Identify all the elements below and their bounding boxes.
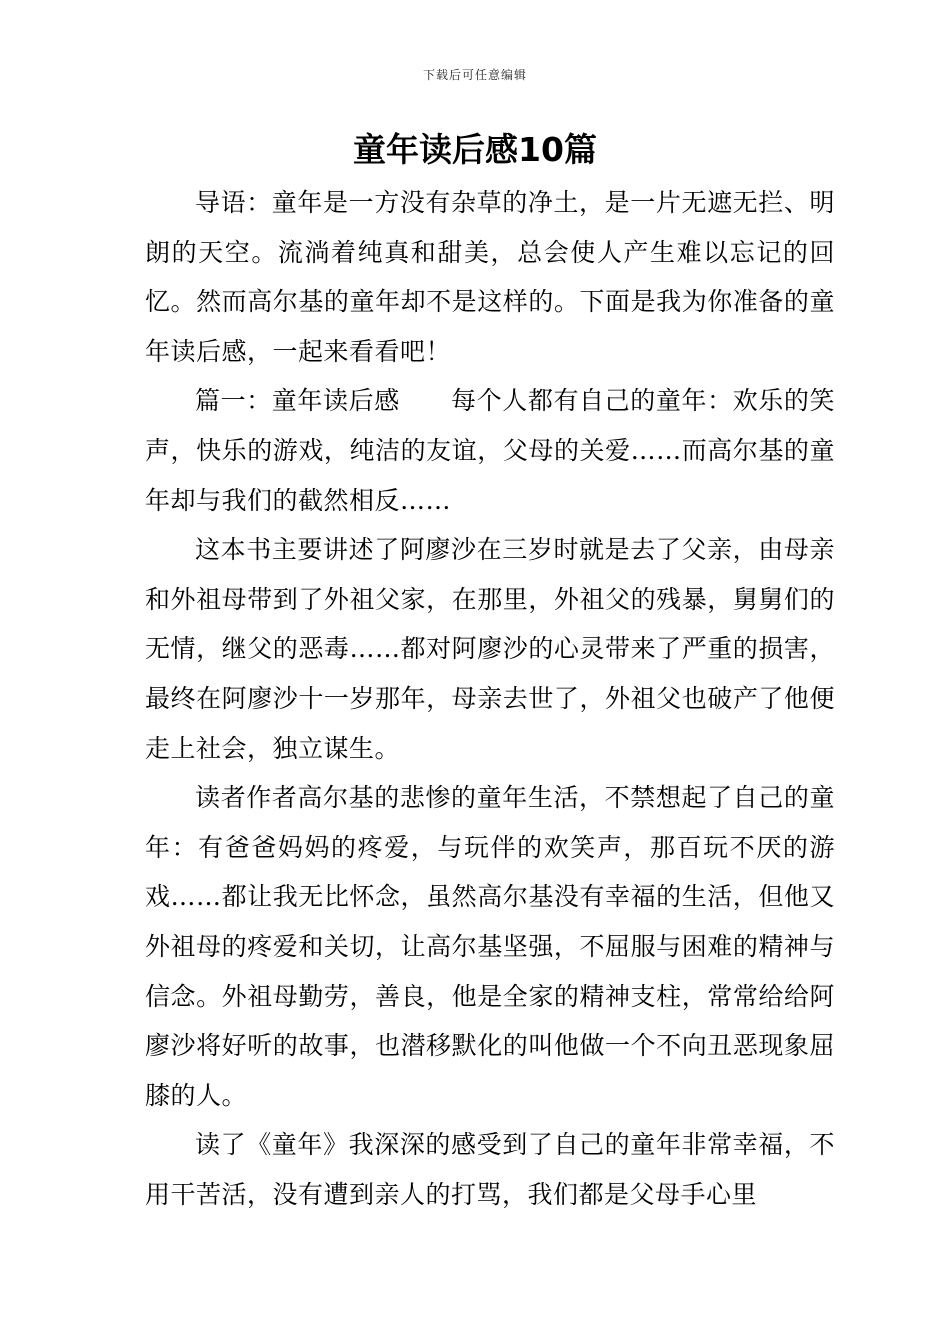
document-body [145, 178, 835, 1219]
paragraph-intro: 导语：童年是一方没有杂草的净土，是一片无遮无拦、明朗的天空。流淌着纯真和甜美，总会使人产生难以忘记的回忆。然而高尔基的童年却不是这样的。下面是我为你准备的童年读后感，一起来看看吧！ [145, 188, 835, 366]
paragraph-part-one: 篇一：童年读后感 每个人都有自己的童年：欢乐的笑声，快乐的游戏，纯洁的友谊，父母的关爱……而高尔基的童年却与我们的截然相反…… [145, 386, 835, 515]
document-title: 童年读后感10篇 [353, 130, 597, 169]
paragraph-conclusion: 读了《童年》我深深的感受到了自己的童年非常幸福，不用干苦活，没有遭到亲人的打骂，我们都是父母手心里 [145, 1130, 835, 1209]
paragraph-summary: 这本书主要讲述了阿廖沙在三岁时就是去了父亲，由母亲和外祖母带到了外祖父家，在那里，外祖父的残暴，舅舅们的无情，继父的恶毒……都对阿廖沙的心灵带来了严重的损害，最终在阿廖沙十一岁那年，母亲去世了，外祖父也破产了他便走上社会，独立谋生。 [145, 535, 835, 763]
paragraph-reflection: 读者作者高尔基的悲惨的童年生活，不禁想起了自己的童年：有爸爸妈妈的疼爱，与玩伴的欢笑声，那百玩不厌的游戏……都让我无比怀念，虽然高尔基没有幸福的生活，但他又外祖母的疼爱和关切，让高尔基坚强，不屈服与困难的精神与信念。外祖母勤劳，善良，他是全家的精神支柱，常常给给阿廖沙将好听的故事，也潜移默化的叫他做一个不向丑恶现象屈膝的人。 [145, 783, 835, 1110]
header-note: 下载后可任意编辑 [422, 68, 527, 82]
